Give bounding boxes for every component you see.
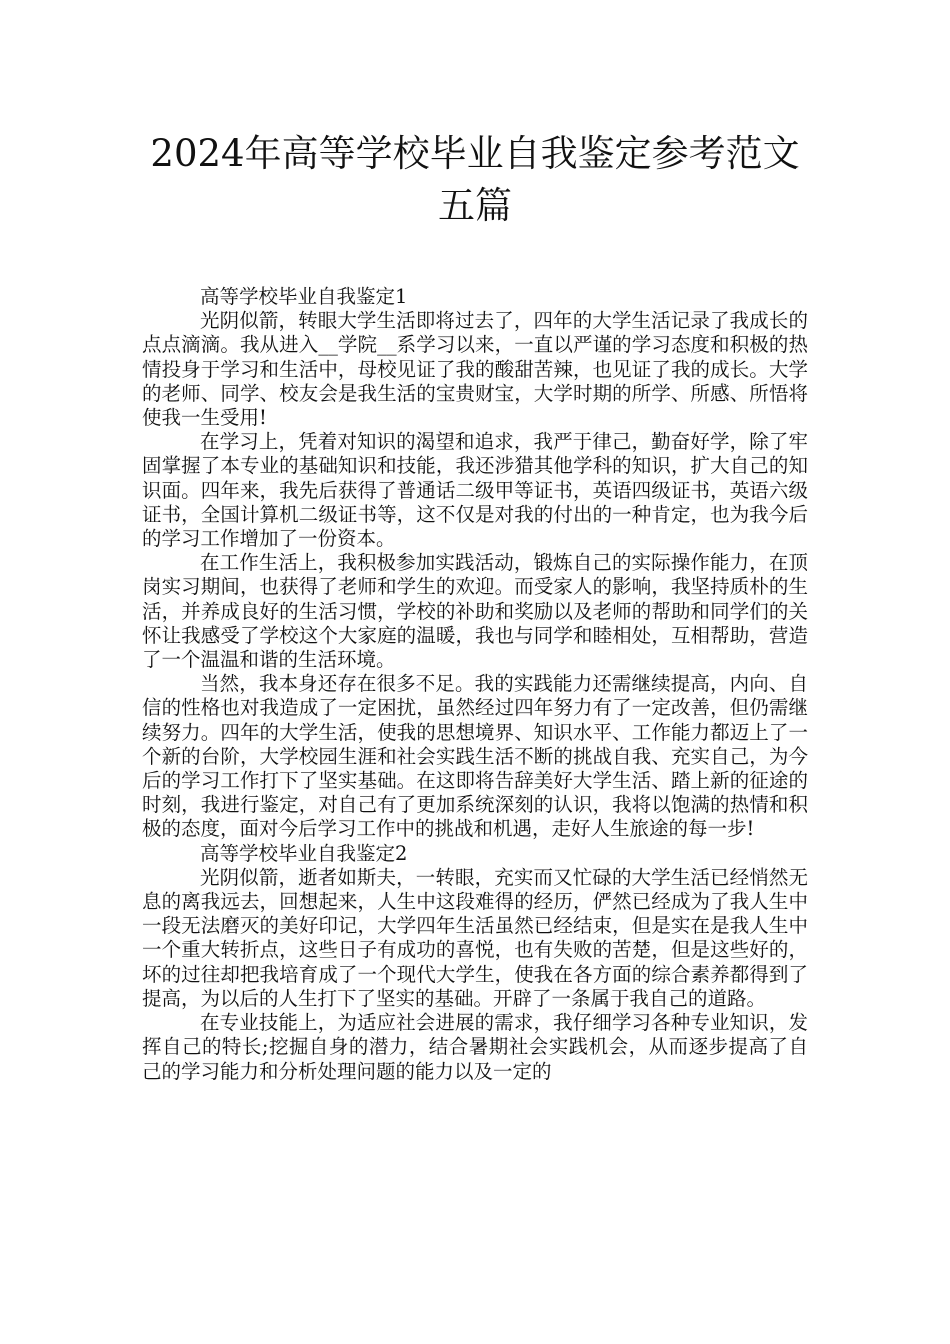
paragraph: 光阴似箭，逝者如斯夫，一转眼，充实而又忙碌的大学生活已经悄然无息的离我远去，回想起来，人生中这段难得的经历，俨然已经成为了我人生中一段无法磨灭的美好印记，大学四年生活虽然已经结束，但是实在是我人生中一个重大转折点，这些日子有成功的喜悦，也有失败的苦楚，但是这些好的，坏的过往却把我培育成了一个现代大学生，使我在各方面的综合素养都得到了提高，为以后的人生打下了坚实的基础。开辟了一条属于我自己的道路。 [142, 865, 808, 1010]
section-2 [142, 842, 808, 1084]
section-heading: 高等学校毕业自我鉴定2 [200, 841, 408, 865]
section-1 [142, 285, 808, 842]
paragraph: 光阴似箭，转眼大学生活即将过去了，四年的大学生活记录了我成长的点点滴滴。我从进入__学院__系学习以来，一直以严谨的学习态度和积极的热情投身于学习和生活中，母校见证了我的酸甜苦辣，也见证了我的成长。大学的老师、同学、校友会是我生活的宝贵财宝，大学时期的所学、所感、所悟将使我一生受用! [142, 309, 808, 430]
paragraph: 在工作生活上，我积极参加实践活动，锻炼自己的实际操作能力，在顶岗实习期间，也获得了老师和学生的欢迎。而受家人的影响，我坚持质朴的生活，并养成良好的生活习惯，学校的补助和奖励以及老师的帮助和同学们的关怀让我感受了学校这个大家庭的温暖，我也与同学和睦相处，互相帮助，营造了一个温温和谐的生活环境。 [142, 551, 808, 672]
document-body [142, 285, 808, 1084]
paragraph: 在学习上，凭着对知识的渴望和追求，我严于律己，勤奋好学，除了牢固掌握了本专业的基础知识和技能，我还涉猎其他学科的知识，扩大自己的知识面。四年来，我先后获得了普通话二级甲等证书，英语四级证书，英语六级证书，全国计算机二级证书等，这不仅是对我的付出的一种肯定，也为我今后的学习工作增加了一份资本。 [142, 430, 808, 551]
paragraph: 当然，我本身还存在很多不足。我的实践能力还需继续提高，内向、自信的性格也对我造成了一定困扰，虽然经过四年努力有了一定改善，但仍需继续努力。四年的大学生活，使我的思想境界、知识水平、工作能力都迈上了一个新的台阶，大学校园生涯和社会实践生活不断的挑战自我、充实自己，为今后的学习工作打下了坚实基础。在这即将告辞美好大学生活、踏上新的征途的时刻，我进行鉴定，对自己有了更加系统深刻的认识，我将以饱满的热情和积极的态度，面对今后学习工作中的挑战和机遇，走好人生旅途的每一步! [142, 672, 808, 841]
paragraph: 在专业技能上，为适应社会进展的需求，我仔细学习各种专业知识，发挥自己的特长;挖掘自身的潜力，结合暑期社会实践机会，从而逐步提高了自己的学习能力和分析处理问题的能力以及一定的 [142, 1011, 808, 1083]
document-title: 2024年高等学校毕业自我鉴定参考范文五篇 [150, 132, 800, 227]
section-heading: 高等学校毕业自我鉴定1 [200, 285, 408, 308]
